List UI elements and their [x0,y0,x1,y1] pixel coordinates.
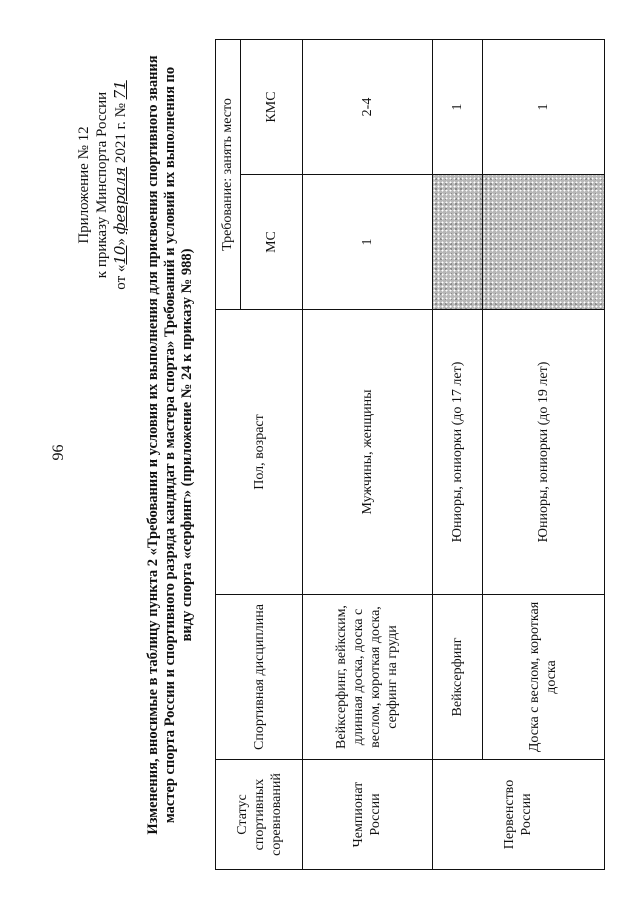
appendix-title: Приложение № 12 [76,126,92,244]
header-kms: КМС [240,40,302,175]
heading-line-2: мастер спорта России и спортивного разряда кандидат в мастера спорта» Требований и условий их выполнения по [162,66,178,824]
header-status: Статус спортивных соревнований [216,760,303,870]
date-year: 2021 г. № [113,103,129,164]
document-heading [145,25,196,865]
cell-status: Чемпионат России [303,760,433,870]
cell-discipline: Вейксерфинг [432,595,482,760]
cell-gender-age: Юниоры, юниорки (до 19 лет) [482,310,604,595]
appendix-date-line [111,55,130,315]
header-gender-age: Пол, возраст [216,310,303,595]
cell-discipline: Вейксерфинг, вейкским, длинная доска, доска с веслом, короткая доска, серфинг на груди [303,595,433,760]
cell-kms: 1 [482,40,604,175]
date-mid: » [113,238,129,246]
page-number: 96 [50,444,67,461]
heading-line-1: Изменения, вносимые в таблицу пункта 2 «Требования и условия их выполнения для присвоения спортивного звания [145,55,161,835]
cell-gender-age: Юниоры, юниорки (до 17 лет) [432,310,482,595]
header-discipline: Спортивная дисциплина [216,595,303,760]
appendix-order-ref: к приказу Минспорта России [94,91,110,279]
cell-ms-shaded [482,175,604,310]
date-month: февраля [111,166,129,235]
date-day: 10 [111,245,129,265]
cell-ms: 1 [303,175,433,310]
cell-gender-age: Мужчины, женщины [303,310,433,595]
cell-kms: 2-4 [303,40,433,175]
requirements-table [215,39,605,870]
cell-ms-shaded [432,175,482,310]
header-ms: МС [240,175,302,310]
appendix-block [75,55,130,315]
cell-discipline: Доска с веслом, короткая доска [482,595,604,760]
cell-status: Первенство России [432,760,604,870]
table-row [303,40,433,870]
table-header-row [216,40,241,870]
order-number: 71 [111,80,129,100]
header-requirement: Требование: занять место [216,40,241,310]
table-row [432,40,482,870]
heading-line-3: виду спорта «серфинг» (приложение № 24 к приказу № 988) [179,248,195,642]
cell-kms: 1 [432,40,482,175]
date-prefix: от « [113,264,129,290]
table-row [482,40,604,870]
